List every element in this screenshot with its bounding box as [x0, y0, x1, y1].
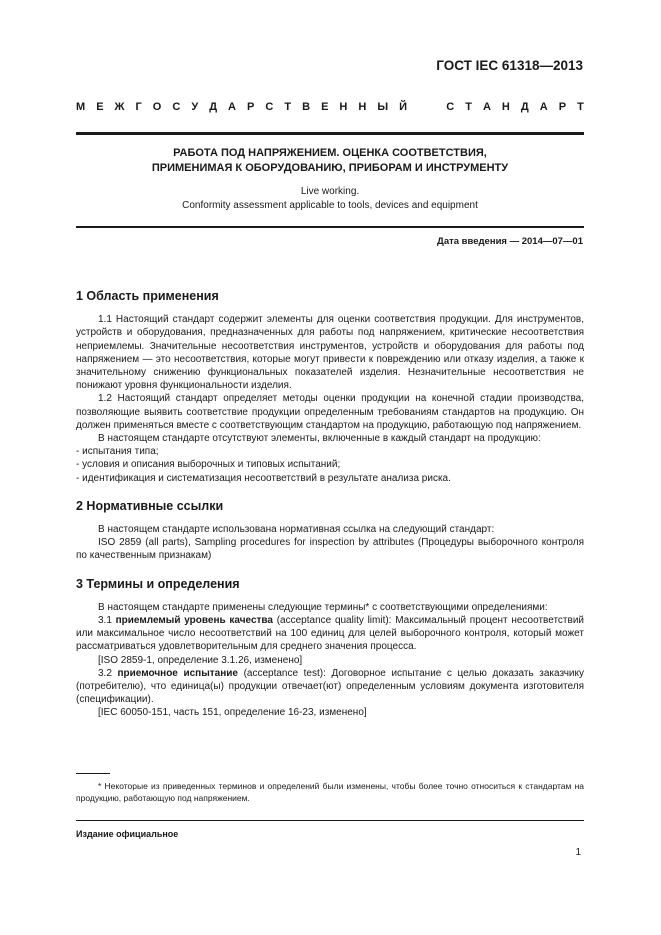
- document-subtitle: [76, 185, 584, 213]
- section-heading: 1 Область применения: [76, 289, 219, 303]
- banner-letter: Р: [247, 101, 255, 113]
- banner-letter: О: [152, 101, 162, 113]
- list-item: - идентификация и систематизация несоответствий в результате анализа риска.: [76, 472, 451, 484]
- banner-letter: А: [228, 101, 236, 113]
- banner-letter: Ж: [114, 101, 125, 113]
- banner-letter: В: [302, 101, 311, 113]
- introduction-date: Дата введения — 2014—07—01: [437, 236, 583, 247]
- title-line-2: ПРИМЕНИМАЯ К ОБОРУДОВАНИЮ, ПРИБОРАМ И ИНСТРУМЕНТУ: [151, 162, 509, 174]
- term-definition: [76, 614, 584, 654]
- section-heading: 3 Термины и определения: [76, 576, 240, 591]
- subtitle-line-1: Live working.: [300, 186, 360, 197]
- banner-letter: Р: [558, 101, 567, 113]
- term-number: 3.1: [98, 615, 116, 627]
- list-item: - условия и описания выборочных и типовых испытаний;: [76, 459, 341, 471]
- banner-letter: Н: [358, 101, 367, 113]
- standard-code: ГОСТ IEC 61318—2013: [436, 58, 583, 73]
- term-reference: [IEC 60050-151, часть 151, определение 16-23, изменено]: [98, 707, 367, 719]
- title-rule: [76, 226, 584, 228]
- banner-letter: Д: [209, 101, 218, 113]
- banner-letter: Т: [284, 101, 292, 113]
- banner-letter: С: [265, 101, 274, 113]
- title-line-1: РАБОТА ПОД НАПРЯЖЕНИЕМ. ОЦЕНКА СООТВЕТСТВИЯ,: [173, 147, 487, 159]
- banner-letter: Т: [577, 101, 584, 113]
- section-heading: 2 Нормативные ссылки: [76, 498, 224, 513]
- paragraph: В настоящем стандарте применены следующие термины* с соответствующими определениями:: [98, 601, 548, 613]
- term-name: приемочное испытание: [117, 667, 238, 679]
- subtitle-line-2: Conformity assessment applicable to tools, devices and equipment: [182, 200, 478, 211]
- banner-letter: М: [76, 101, 86, 113]
- banner-letter: С: [446, 101, 455, 113]
- term-text: (acceptance test): Договорное испытание с целью доказать заказчику (потребителю), что единица(ы) продукции отвечает(ют) определенным условиям документа изготовителя (спецификации).: [76, 667, 584, 706]
- banner-letter: Д: [520, 101, 529, 113]
- banner-letter: [418, 101, 421, 113]
- paragraph: В настоящем стандарте отсутствуют элементы, включенные в каждый стандарт на продукцию:: [98, 433, 541, 445]
- header-rule: [76, 132, 584, 135]
- banner-letter: [432, 101, 435, 113]
- term-definition: [76, 667, 584, 707]
- banner-letter: У: [191, 101, 199, 113]
- banner-letter: А: [539, 101, 548, 113]
- banner-letter: Т: [465, 101, 472, 113]
- footnote-rule: [76, 773, 110, 774]
- term-reference: [ISO 2859-1, определение 3.1.26, изменено]: [98, 654, 303, 666]
- banner-letter: Й: [399, 101, 408, 113]
- paragraph: ISO 2859 (all parts), Sampling procedures for inspection by attributes (Процедуры выборочного контроля по качественным признакам): [76, 537, 584, 562]
- section-terms-definitions: [76, 578, 584, 720]
- paragraph: 1.2 Настоящий стандарт определяет методы оценки продукции на конечной стадии производства, позволяющие выявить соответствие продукции определенным требованиям стандартов на продукцию. Он должен применяться вместе с соответствующим стандартом на продукцию, работающую под напряжением.: [76, 393, 584, 431]
- page-number: 1: [575, 847, 581, 858]
- term-name: приемлемый уровень качества: [115, 615, 273, 627]
- section-normative-references: [76, 500, 584, 563]
- banner-letter: Н: [501, 101, 510, 113]
- paragraph: 1.1 Настоящий стандарт содержит элементы для оценки соответствия продукции. Для инструментов, устройств и оборудования, предназначенных для работы под напряжением, критические несоответствия неприемлемы. Значительные несоответствия инструментов, устройств и оборудования для работы под напряжением — это несоответствия, которые могут привести к повреждению или отказу изделия, а также к значительному снижению функциональных показателей изделия. Незначительные несоответствия не понижают уровня функциональности изделия.: [76, 314, 584, 392]
- interstate-standard-banner: [76, 101, 584, 113]
- list-item: - испытания типа;: [76, 446, 159, 458]
- term-number: 3.2: [98, 667, 118, 679]
- document-body: [76, 290, 584, 735]
- banner-letter: А: [482, 101, 491, 113]
- official-edition-label: Издание официальное: [76, 829, 179, 839]
- banner-letter: С: [172, 101, 181, 113]
- banner-letter: Н: [339, 101, 348, 113]
- document-title: [76, 146, 584, 176]
- section-scope: [76, 290, 584, 485]
- banner-letter: Ы: [377, 101, 389, 113]
- footer-rule: [76, 820, 584, 821]
- term-text: (acceptance quality limit): Максимальный процент несоответствий или максимальное число несоответствий на 100 единиц для целей выборочного контроля, который может рассматриваться удовлетворительным для среднего значения процесса.: [76, 615, 584, 653]
- banner-letter: Г: [135, 101, 142, 113]
- paragraph: В настоящем стандарте использована нормативная ссылка на следующий стандарт:: [98, 524, 495, 536]
- banner-letter: Е: [96, 101, 104, 113]
- footnote: * Некоторые из приведенных терминов и определений были изменены, чтобы более точно относиться к стандартам на продукцию, работающую под напряжением.: [76, 781, 584, 803]
- banner-letter: Е: [321, 101, 329, 113]
